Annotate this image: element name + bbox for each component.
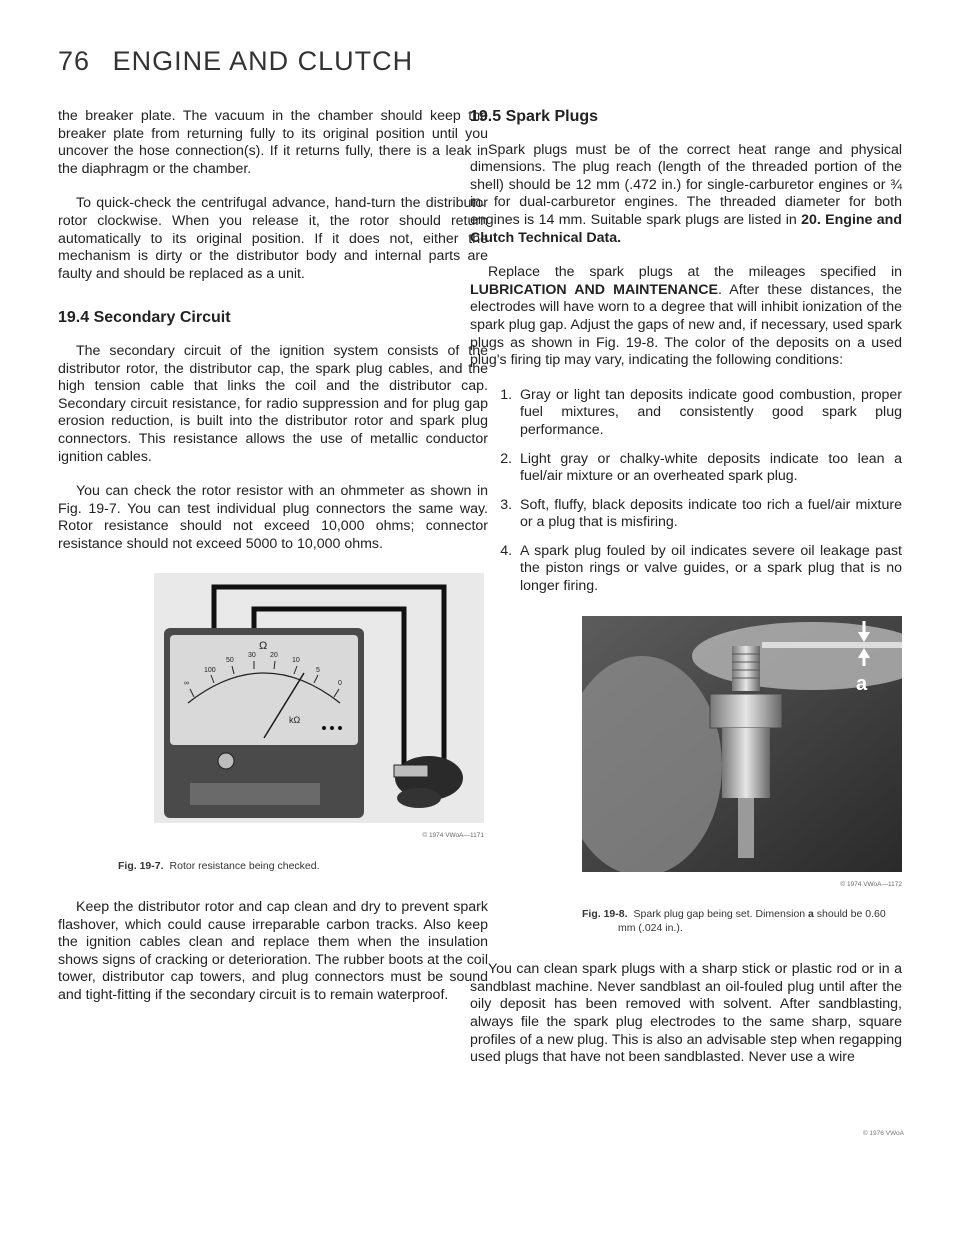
list-item: 3. Soft, fluffy, black deposits indicate too rich a fuel/air mixture or a plug that is misfiring. [516, 497, 902, 532]
figure-credit: © 1974 VWoA—1171 [422, 832, 484, 840]
paragraph: Keep the distributor rotor and cap clean and dry to prevent spark flashover, which could cause irreparable carbon tracks. Also keep the ignition cables clean and replace them when the insulation shows signs of cracking or deterioration. The rubber boots at the coil tower, distributor cap towers, and plug connectors must be sound and tight-fitting if the secondary circuit is to remain waterproof. [58, 899, 488, 1004]
dimension-a-label: a [856, 672, 868, 695]
meter-scale-label: 30 [248, 652, 256, 660]
paragraph: You can check the rotor resistor with an ohmmeter as shown in Fig. 19-7. You can test individual plug connectors the same way. Rotor resistance should not exceed 10,000 ohms; connector resistance should not exceed 5000 to 10,000 ohms. [58, 483, 488, 552]
paragraph: Spark plugs must be of the correct heat range and physical dimensions. The plug reach (length of the threaded portion of the shell) should be 12 mm (.472 in.) for single-carburetor engines or ¾ in. for dual-carburetor engines. The threaded diameter for both engines is 14 mm. Suitable spark plugs are listed in 20. Engine and Clutch Technical Data. [470, 141, 902, 246]
meter-scale-label: 5 [316, 667, 320, 675]
page-credit: © 1976 VWoA [862, 1130, 904, 1137]
figure-19-8 [582, 616, 902, 894]
section-heading: 19.5 Spark Plugs [470, 108, 599, 125]
paragraph: Replace the spark plugs at the mileages specified in LUBRICATION AND MAINTENANCE. After these distances, the electrodes will have worn to a degree that will inhibit ionization of the spark plug gap. Adjust the gaps of new and, if necessary, used spark plugs as shown in Fig. 19-8. The color of the deposits on a used plug's firing tip may vary, indicating the following conditions: [470, 264, 902, 369]
meter-scale-label: ∞ [184, 680, 189, 688]
ohmmeter-photo [154, 573, 484, 823]
spark-plug-photo [582, 616, 902, 872]
meter-symbol: Ω [259, 640, 268, 653]
section-heading: 19.4 Secondary Circuit [58, 309, 231, 327]
meter-scale-label: 10 [292, 657, 300, 665]
list-item: 1. Gray or light tan deposits indicate good combustion, proper fuel mixtures, and consistently good spark plug performance. [516, 387, 902, 440]
paragraph: To quick-check the centrifugal advance, hand-turn the distributor rotor clockwise. When you release it, the rotor should return automatically to its original position. If it does not, either the mechanism is dirty or the distributor body and internal parts are faulty and should be replaced as a unit. [58, 195, 488, 282]
left-column [58, 108, 488, 1022]
figure-caption: Fig. 19-8. Spark plug gap being set. Dimension a should be 0.60 mm (.024 in.). [582, 908, 886, 935]
meter-scale-label: 50 [226, 657, 234, 665]
figure-credit: © 1974 VWoA—1172 [840, 880, 902, 888]
paragraph: the breaker plate. The vacuum in the chamber should keep the breaker plate from returning fully to its original position until you uncover the hose connection(s). If it returns fully, there is a leak in the diaphragm or the chamber. [58, 108, 488, 177]
meter-scale-label: 20 [270, 652, 278, 660]
meter-scale-label: 0 [338, 680, 342, 688]
figure-19-7 [154, 573, 484, 845]
deposit-conditions-list [470, 387, 902, 596]
page-header [58, 46, 413, 77]
meter-scale-label: 100 [204, 667, 216, 675]
paragraph: The secondary circuit of the ignition system consists of the distributor rotor, the distributor cap, the spark plug cables, and the high tension cable that links the coil and the distributor cap. Secondary circuit resistance, for radio suppression and for plug gap erosion reduction, is built into the distributor rotor and spark plug connectors. This resistance allows the use of metallic conductor ignition cables. [58, 342, 488, 465]
list-item: 4. A spark plug fouled by oil indicates severe oil leakage past the piston rings or valve guides, or a spark plug that is no longer firing. [516, 543, 902, 596]
spark-plug-illustration [582, 616, 902, 872]
meter-unit: kΩ [289, 715, 301, 726]
page-number: 76 [58, 46, 91, 76]
figure-caption [118, 859, 488, 873]
paragraph: You can clean spark plugs with a sharp stick or plastic rod or in a sandblast machine. Never sandblast an oil-fouled plug until after the oily deposit has been removed with solvent. After sandblasting, always file the spark plug electrodes to the same sharp, square profiles of a new plug. This is also an advisable step when regapping used plugs that have not been sandblasted. Never use a wire [470, 961, 902, 1066]
right-column [470, 108, 902, 1084]
figure-label: Fig. 19-7. [118, 860, 164, 873]
figure-caption-text: Rotor resistance being checked. [169, 860, 320, 873]
ohmmeter-illustration [154, 573, 484, 823]
figure-label: Fig. 19-8. [582, 908, 628, 921]
chapter-title: ENGINE AND CLUTCH [112, 46, 414, 76]
list-item: 2. Light gray or chalky-white deposits indicate too lean a fuel/air mixture or an overheated spark plug. [516, 451, 902, 486]
